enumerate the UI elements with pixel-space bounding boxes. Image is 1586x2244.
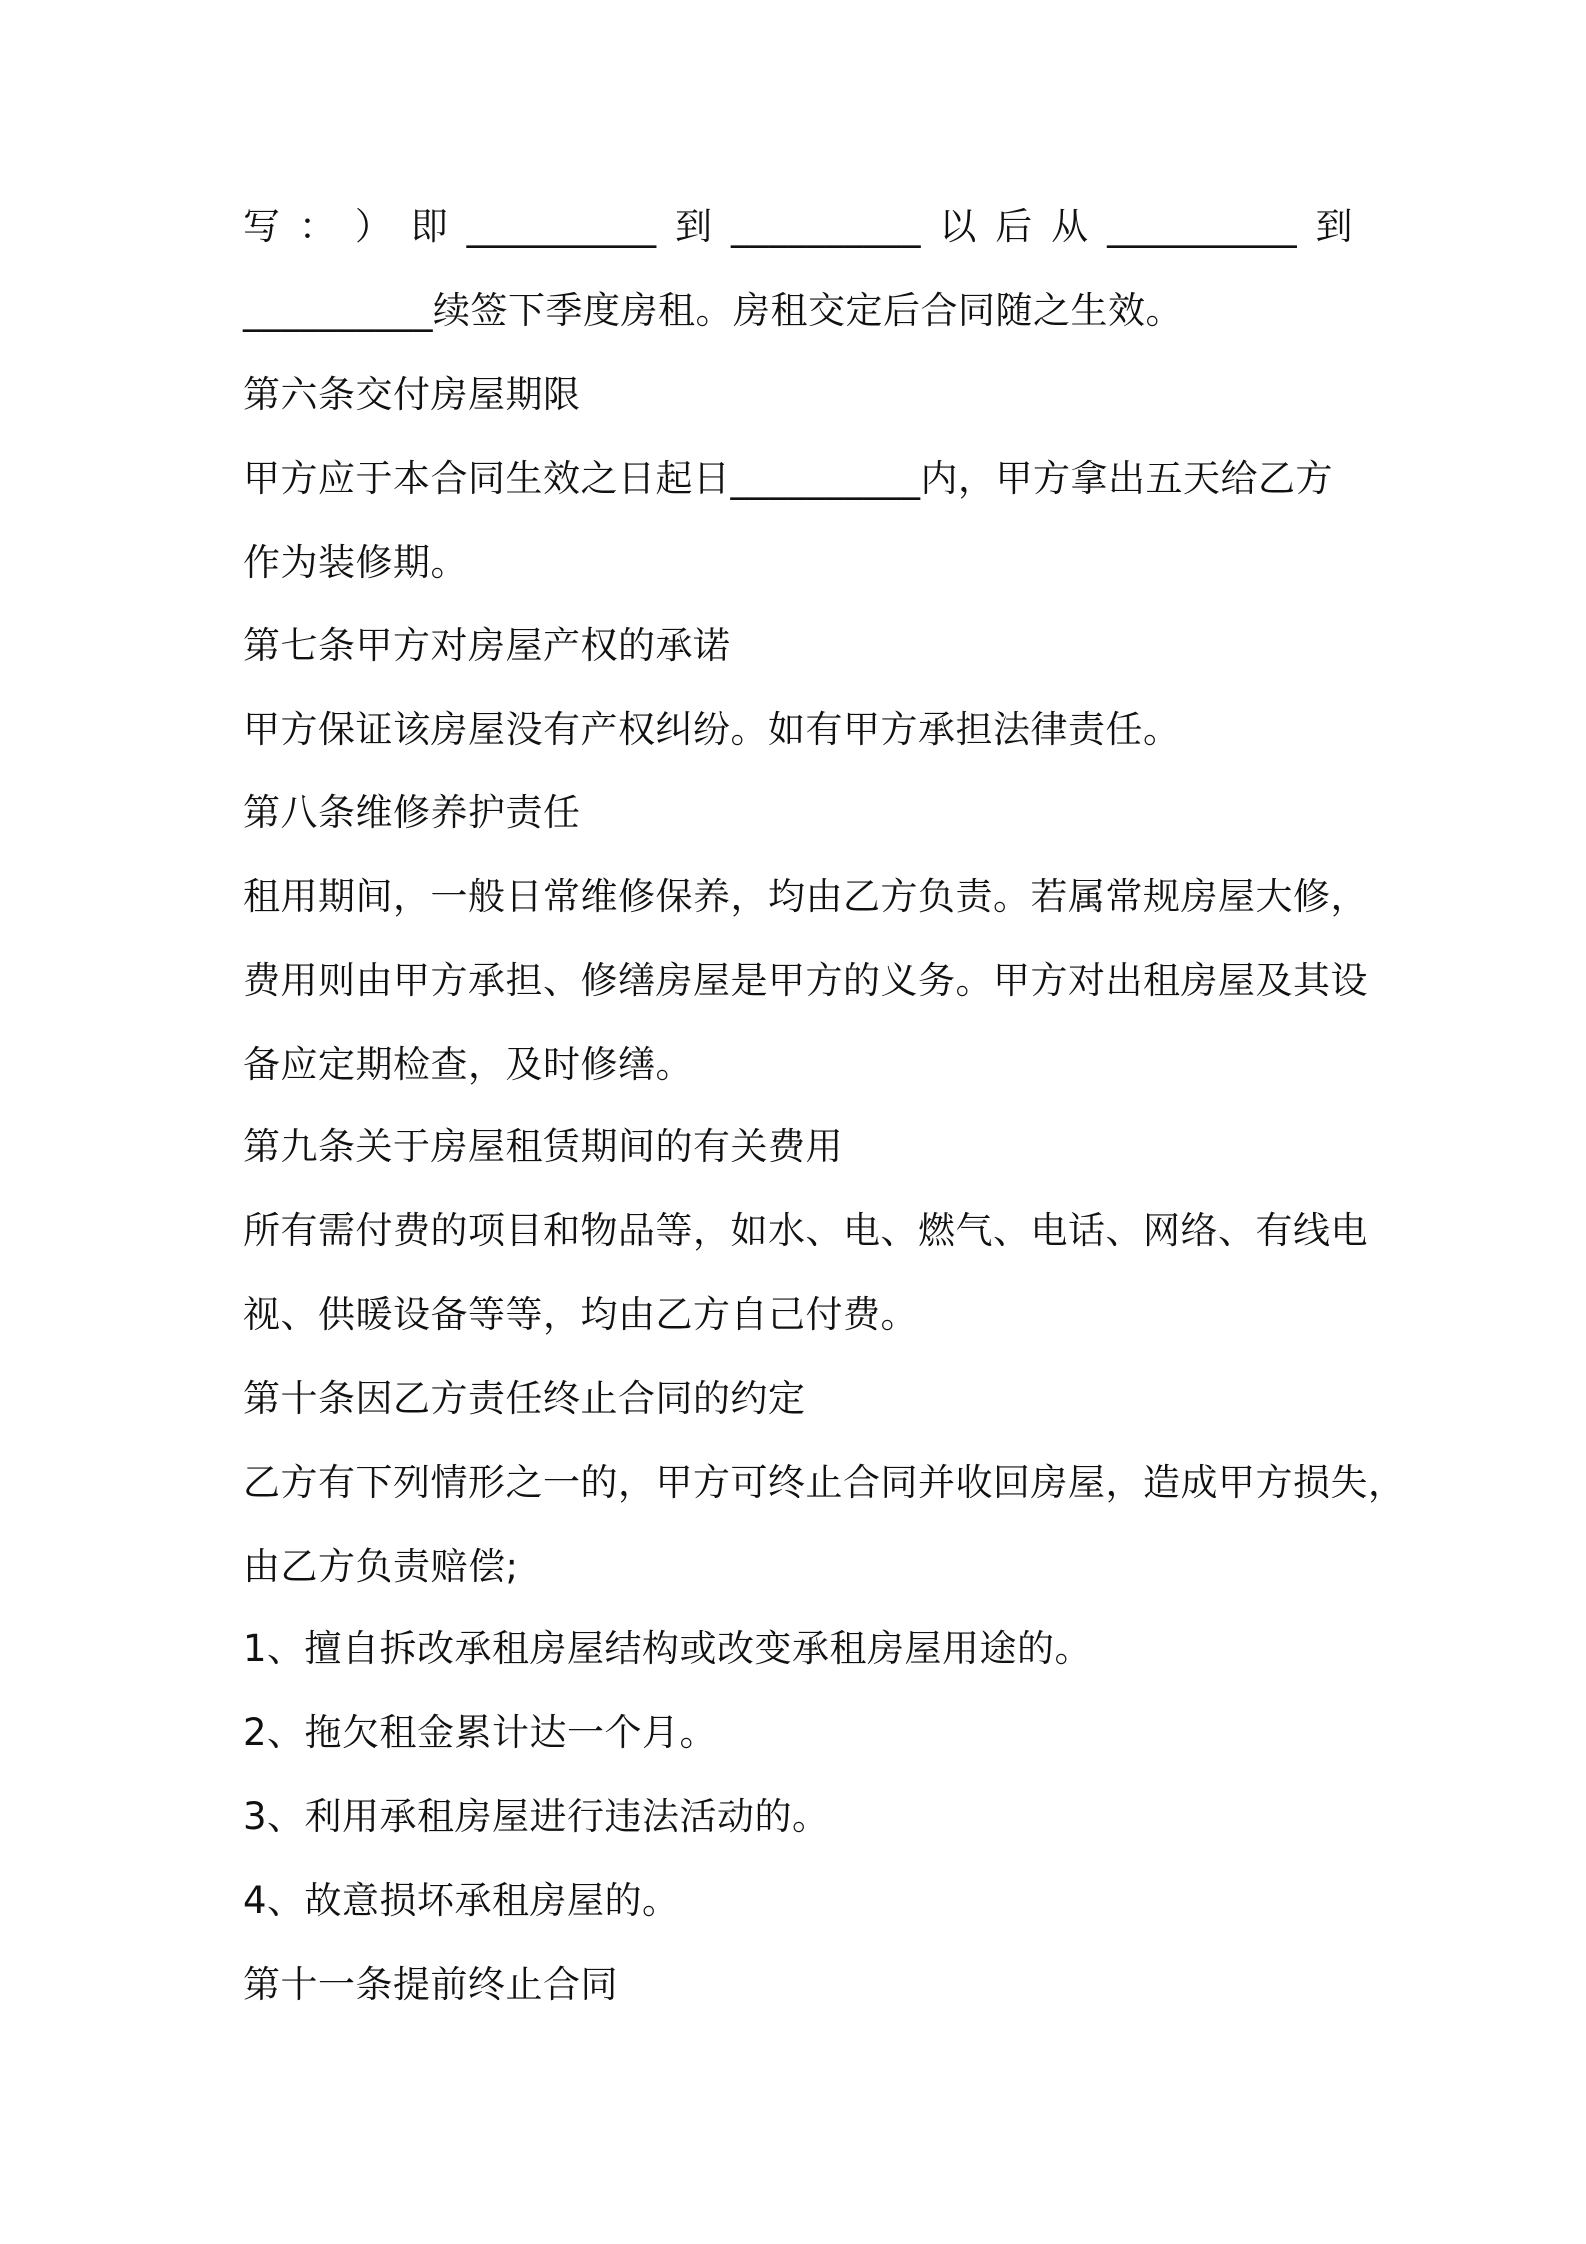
text-line-10: 费用则由甲方承担、修缮房屋是甲方的义务。甲方对出租房屋及其设 bbox=[243, 959, 1368, 1002]
text-line-7: 甲方保证该房屋没有产权纠纷。如有甲方承担法律责任。 bbox=[243, 708, 1181, 751]
section-heading-7: 第七条甲方对房屋产权的承诺 bbox=[243, 624, 731, 667]
line-1-token: __________ bbox=[466, 205, 657, 248]
line-1-token: ： bbox=[298, 205, 337, 248]
line-1-token: 以 bbox=[939, 205, 977, 248]
text-line-14: 视、供暖设备等等，均由乙方自己付费。 bbox=[243, 1293, 918, 1336]
text-line-1 bbox=[243, 200, 1353, 254]
text-line-17: 由乙方负责赔偿; bbox=[243, 1545, 519, 1588]
text-line-4: 甲方应于本合同生效之日起日__________内，甲方拿出五天给乙方 bbox=[243, 457, 1333, 500]
line-1-token: __________ bbox=[730, 205, 921, 248]
line-1-token: 即 bbox=[410, 205, 449, 248]
section-heading-6: 第六条交付房屋期限 bbox=[243, 373, 581, 416]
line-1-token: 到 bbox=[1315, 205, 1353, 248]
text-line-11: 备应定期检查，及时修缮。 bbox=[243, 1043, 693, 1086]
text-line-16: 乙方有下列情形之一的，甲方可终止合同并收回房屋，造成甲方损失， bbox=[243, 1461, 1406, 1504]
line-1-token: 后 bbox=[995, 205, 1033, 248]
section-heading-8: 第八条维修养护责任 bbox=[243, 791, 581, 834]
text-line-13: 所有需付费的项目和物品等，如水、电、燃气、电话、网络、有线电 bbox=[243, 1209, 1368, 1252]
list-item-3: 3、利用承租房屋进行违法活动的。 bbox=[243, 1795, 830, 1838]
list-item-4: 4、故意损坏承租房屋的。 bbox=[243, 1879, 680, 1922]
text-line-2: __________续签下季度房租。房租交定后合同随之生效。 bbox=[243, 289, 1183, 332]
line-1-token: 到 bbox=[675, 205, 713, 248]
list-item-1: 1、擅自拆改承租房屋结构或改变承租房屋用途的。 bbox=[243, 1627, 1093, 1670]
line-1-token: 从 bbox=[1051, 205, 1089, 248]
section-heading-10: 第十条因乙方责任终止合同的约定 bbox=[243, 1377, 806, 1420]
line-1-token: ） bbox=[354, 205, 393, 248]
section-heading-11: 第十一条提前终止合同 bbox=[243, 1963, 618, 2006]
list-item-2: 2、拖欠租金累计达一个月。 bbox=[243, 1711, 718, 1754]
section-heading-9: 第九条关于房屋租赁期间的有关费用 bbox=[243, 1125, 843, 1168]
line-1-token: 写 bbox=[243, 205, 281, 248]
line-1-token: __________ bbox=[1107, 205, 1298, 248]
text-line-9: 租用期间，一般日常维修保养，均由乙方负责。若属常规房屋大修， bbox=[243, 875, 1368, 918]
text-line-5: 作为装修期。 bbox=[243, 541, 468, 584]
